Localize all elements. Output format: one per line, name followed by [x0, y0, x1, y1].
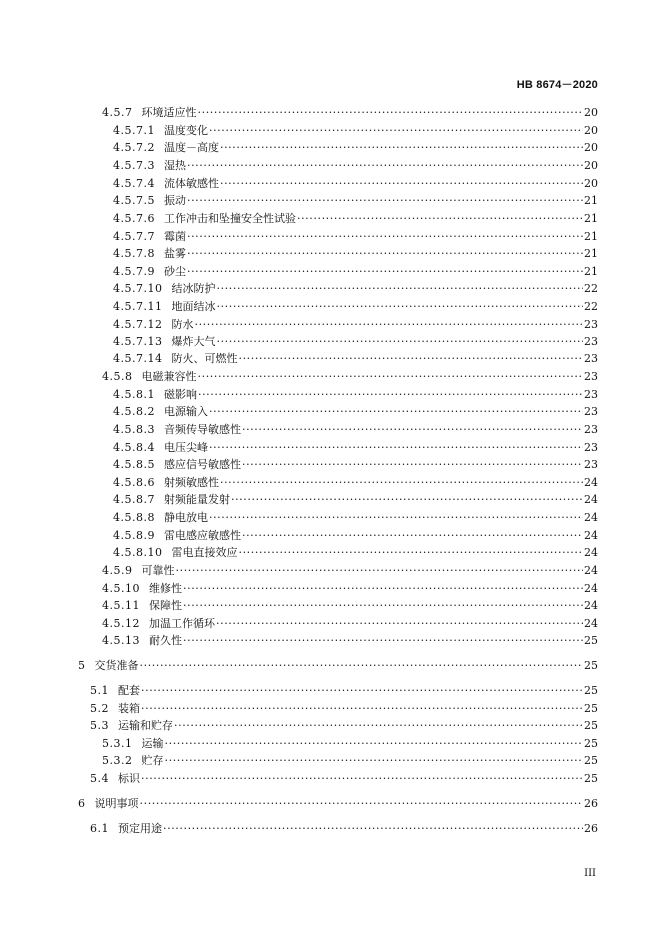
toc-entry-title: 静电放电 [163, 511, 208, 524]
toc-leader-dots [216, 333, 583, 350]
toc-entry-title: 流体敏感性 [163, 177, 219, 190]
toc-leader-dots [183, 580, 583, 597]
toc-entry-number: 4.5.10 [102, 582, 140, 595]
toc-entry-number: 4.5.7.2 [113, 141, 155, 154]
toc-entry-number: 4.5.8.7 [113, 493, 155, 506]
toc-entry-title: 环境适应性 [141, 106, 197, 119]
toc-entry-number: 4.5.12 [102, 617, 140, 630]
toc-leader-dots [176, 562, 584, 579]
toc-leader-dots [198, 368, 584, 385]
toc-entry[interactable] [102, 735, 598, 752]
toc-entry-page: 26 [584, 822, 598, 835]
toc-entry-number: 4.5.7.6 [113, 212, 155, 225]
toc-entry-number: 4.5.8.5 [113, 458, 155, 471]
toc-leader-dots [297, 210, 583, 227]
toc-entry-number: 4.5.9 [102, 564, 133, 577]
toc-entry-number: 4.5.7.7 [113, 230, 155, 243]
toc-entry-title: 音频传导敏感性 [163, 423, 241, 436]
toc-entry-number: 4.5.8.2 [113, 405, 155, 418]
toc-entry-number: 5 [78, 659, 86, 672]
toc-entry[interactable] [113, 210, 598, 227]
toc-entry-number: 4.5.7.3 [113, 159, 155, 172]
toc-entry-title: 装箱 [118, 702, 140, 715]
toc-leader-dots [216, 280, 583, 297]
toc-entry-title: 运输和贮存 [118, 719, 173, 732]
toc-entry-number: 4.5.7.5 [113, 194, 155, 207]
toc-entry-title: 运输 [141, 737, 164, 750]
toc-entry-page: 23 [584, 423, 598, 436]
toc-leader-dots [183, 597, 583, 614]
toc-entry-page: 24 [584, 582, 598, 595]
toc-entry-title: 可靠性 [141, 564, 175, 577]
toc-entry-page: 25 [584, 634, 598, 647]
toc-entry-title: 射频敏感性 [163, 476, 219, 489]
toc-entry-page: 23 [584, 441, 598, 454]
toc-entry-number: 4.5.7.8 [113, 247, 155, 260]
toc-entry-number: 4.5.7.9 [113, 265, 155, 278]
toc-entry-title: 磁影响 [163, 388, 197, 401]
toc-entry-page: 24 [584, 476, 598, 489]
toc-entry-page: 23 [584, 370, 598, 383]
toc-entry-title: 交货准备 [94, 659, 139, 672]
toc-entry[interactable] [113, 439, 598, 456]
toc-entry[interactable] [78, 657, 598, 674]
toc-leader-dots [141, 682, 583, 699]
toc-entry-title: 地面结冰 [171, 300, 216, 313]
toc-entry-page: 20 [584, 177, 598, 190]
toc-entry-page: 23 [584, 458, 598, 471]
toc-entry-title: 湿热 [163, 159, 186, 172]
toc-entry-title: 爆炸大气 [171, 335, 216, 348]
toc-leader-dots [220, 175, 583, 192]
toc-entry-title: 盐雾 [163, 247, 186, 260]
toc-entry-title: 结冰防护 [171, 282, 216, 295]
toc-entry-page: 24 [584, 546, 598, 559]
toc-entry-title: 霉菌 [163, 230, 186, 243]
toc-entry-title: 防水 [171, 318, 194, 331]
toc-entry-number: 5.3 [90, 719, 109, 732]
toc-entry-page: 21 [584, 212, 598, 225]
toc-entry-number: 6 [78, 797, 86, 810]
toc-entry-number: 5.2 [90, 702, 109, 715]
toc-leader-dots [187, 245, 583, 262]
toc-entry-number: 4.5.8.6 [113, 476, 155, 489]
toc-entry-title: 工作冲击和坠撞安全性试验 [163, 212, 296, 225]
toc-entry-page: 20 [584, 159, 598, 172]
toc-entry-number: 4.5.7.13 [113, 335, 163, 348]
toc-entry-number: 5.3.2 [102, 754, 133, 767]
toc-entry-title: 贮存 [141, 754, 164, 767]
toc-entry-page: 25 [584, 772, 598, 785]
toc-entry[interactable] [102, 104, 598, 121]
toc-leader-dots [194, 316, 583, 333]
toc-entry-page: 22 [584, 282, 598, 295]
toc-leader-dots [242, 456, 583, 473]
toc-entry[interactable] [78, 795, 598, 812]
toc-entry[interactable] [102, 597, 598, 614]
toc-entry[interactable] [113, 263, 598, 280]
toc-entry[interactable] [90, 820, 598, 837]
toc-entry-page: 24 [584, 564, 598, 577]
toc-leader-dots [242, 527, 583, 544]
toc-leader-dots [140, 657, 584, 674]
toc-entry-page: 20 [584, 124, 598, 137]
toc-entry-number: 4.5.11 [102, 599, 140, 612]
toc-entry[interactable] [113, 175, 598, 192]
toc-entry-number: 4.5.7.4 [113, 177, 155, 190]
toc-entry[interactable] [102, 368, 598, 385]
toc-leader-dots [187, 192, 583, 209]
toc-entry-title: 维修性 [149, 582, 182, 595]
toc-entry-page: 21 [584, 194, 598, 207]
toc-entry[interactable] [102, 562, 598, 579]
toc-entry-title: 标识 [118, 772, 140, 785]
toc-entry-title: 感应信号敏感性 [163, 458, 241, 471]
toc-leader-dots [209, 403, 583, 420]
toc-entry[interactable] [113, 280, 598, 297]
toc-leader-dots [187, 228, 583, 245]
toc-entry-number: 4.5.8.1 [113, 388, 155, 401]
toc-leader-dots [216, 298, 583, 315]
toc-leader-dots [174, 717, 583, 734]
toc-entry[interactable] [113, 527, 598, 544]
toc-entry-page: 24 [584, 599, 598, 612]
toc-entry[interactable] [90, 682, 598, 699]
toc-leader-dots [220, 474, 583, 491]
toc-entry-title: 射频能量发射 [163, 493, 230, 506]
toc-entry[interactable] [113, 298, 598, 315]
toc-entry-title: 电磁兼容性 [141, 370, 197, 383]
toc-entry-title: 耐久性 [149, 634, 182, 647]
toc-leader-dots [238, 350, 583, 367]
toc-leader-dots [187, 157, 583, 174]
toc-entry-number: 4.5.8.10 [113, 546, 163, 559]
toc-entry-page: 20 [584, 106, 598, 119]
toc-entry-page: 23 [584, 335, 598, 348]
toc-entry-page: 22 [584, 300, 598, 313]
toc-entry[interactable] [113, 139, 598, 156]
toc-entry-number: 5.3.1 [102, 737, 133, 750]
toc-entry[interactable] [113, 456, 598, 473]
toc-entry[interactable] [113, 157, 598, 174]
toc-leader-dots [209, 122, 583, 139]
toc-entry-number: 5.1 [90, 684, 109, 697]
toc-entry-page: 24 [584, 511, 598, 524]
toc-entry[interactable] [113, 245, 598, 262]
document-id: HB 8674－2020 [516, 79, 598, 91]
toc-entry-page: 23 [584, 352, 598, 365]
toc-entry[interactable] [102, 580, 598, 597]
toc-entry[interactable] [113, 333, 598, 350]
toc-entry-page: 21 [584, 247, 598, 260]
toc-entry-number: 4.5.7.11 [113, 300, 163, 313]
toc-entry[interactable] [90, 717, 598, 734]
toc-entry-page: 23 [584, 388, 598, 401]
toc-entry-page: 25 [584, 719, 598, 732]
toc-leader-dots [216, 615, 583, 632]
toc-leader-dots [183, 632, 583, 649]
toc-entry[interactable] [102, 752, 598, 769]
toc-entry-page: 25 [584, 737, 598, 750]
toc-entry[interactable] [113, 421, 598, 438]
toc-entry-title: 振动 [163, 194, 186, 207]
toc-entry-title: 加温工作循环 [149, 617, 215, 630]
toc-entry[interactable] [113, 192, 598, 209]
toc-entry-number: 4.5.7.14 [113, 352, 163, 365]
toc-entry-number: 4.5.13 [102, 634, 140, 647]
toc-entry-page: 25 [584, 684, 598, 697]
toc-entry[interactable] [102, 615, 598, 632]
toc-leader-dots [220, 139, 583, 156]
toc-entry[interactable] [113, 350, 598, 367]
toc-leader-dots [198, 386, 583, 403]
toc-entry-number: 4.5.8.8 [113, 511, 155, 524]
toc-entry-title: 电压尖峰 [163, 441, 208, 454]
toc-entry-page: 24 [584, 617, 598, 630]
toc-entry-title: 电源输入 [163, 405, 208, 418]
toc-entry-number: 4.5.7.12 [113, 318, 163, 331]
toc-entry[interactable] [90, 700, 598, 717]
toc-entry-title: 雷电直接效应 [171, 546, 238, 559]
toc-leader-dots [165, 735, 584, 752]
toc-entry-title: 预定用途 [118, 822, 162, 835]
toc-leader-dots [209, 439, 583, 456]
toc-entry-number: 4.5.8.3 [113, 423, 155, 436]
toc-entry[interactable] [113, 509, 598, 526]
toc-entry-page: 23 [584, 318, 598, 331]
toc-entry-title: 砂尘 [163, 265, 186, 278]
toc-entry-number: 4.5.8.4 [113, 441, 155, 454]
toc-entry-page: 25 [584, 702, 598, 715]
toc-entry-title: 温度－高度 [163, 141, 219, 154]
toc-entry-page: 24 [584, 493, 598, 506]
toc-entry-number: 4.5.7.10 [113, 282, 163, 295]
toc-entry-title: 雷电感应敏感性 [163, 529, 241, 542]
toc-entry-number: 4.5.8 [102, 370, 133, 383]
toc-entry-number: 4.5.8.9 [113, 529, 155, 542]
toc-entry-page: 21 [584, 230, 598, 243]
toc-entry[interactable] [113, 316, 598, 333]
toc-entry-title: 说明事项 [94, 797, 139, 810]
toc-entry[interactable] [113, 403, 598, 420]
toc-leader-dots [165, 752, 584, 769]
toc-leader-dots [238, 544, 583, 561]
toc-leader-dots [141, 770, 583, 787]
toc-entry[interactable] [90, 770, 598, 787]
toc-entry-page: 20 [584, 141, 598, 154]
toc-leader-dots [141, 700, 583, 717]
toc-entry[interactable] [113, 386, 598, 403]
toc-entry-page: 25 [584, 754, 598, 767]
toc-entry-page: 21 [584, 265, 598, 278]
toc-entry-page: 23 [584, 405, 598, 418]
toc-leader-dots [187, 263, 583, 280]
toc-entry-title: 配套 [118, 684, 140, 697]
page-number: III [584, 868, 596, 879]
toc-entry-page: 24 [584, 529, 598, 542]
toc-entry-title: 防火、可燃性 [171, 352, 238, 365]
toc-leader-dots [209, 509, 583, 526]
toc-entry-title: 温度变化 [163, 124, 208, 137]
toc-leader-dots [198, 104, 584, 121]
toc-leader-dots [231, 491, 583, 508]
toc-entry[interactable] [113, 474, 598, 491]
toc-entry-page: 26 [584, 797, 598, 810]
toc-entry-number: 5.4 [90, 772, 109, 785]
toc-entry[interactable] [113, 122, 598, 139]
toc-entry[interactable] [102, 632, 598, 649]
toc-entry-title: 保障性 [149, 599, 182, 612]
toc-entry-number: 6.1 [90, 822, 109, 835]
toc-leader-dots [163, 820, 583, 837]
toc-entry[interactable] [113, 228, 598, 245]
toc-entry[interactable] [113, 544, 598, 561]
toc-entry-number: 4.5.7 [102, 106, 133, 119]
toc-leader-dots [140, 795, 584, 812]
toc-entry-page: 25 [584, 659, 598, 672]
toc-leader-dots [242, 421, 583, 438]
toc-entry-number: 4.5.7.1 [113, 124, 155, 137]
toc-entry[interactable] [113, 491, 598, 508]
